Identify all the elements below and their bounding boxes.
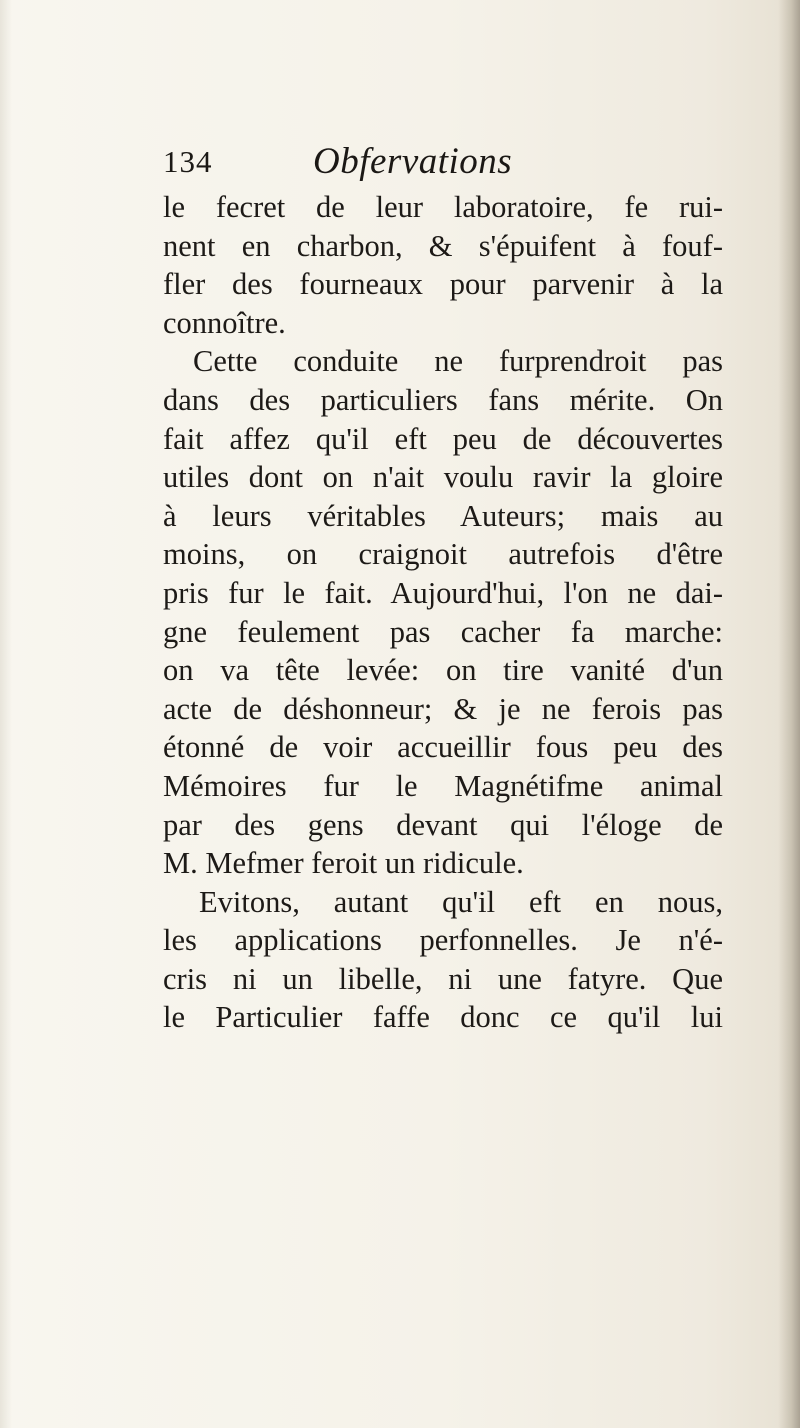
text-line: le Particulier faffe donc ce qu'il lui: [163, 1000, 723, 1035]
text-line: les applications perfonnelles. Je n'é-: [163, 923, 723, 958]
text-line: Cette conduite ne furprendroit pas: [193, 344, 723, 379]
text-line: fait affez qu'il eft peu de découvertes: [163, 421, 723, 456]
text-line: à leurs véritables Auteurs; mais au: [163, 498, 723, 533]
text-line: nent en charbon, & s'épuifent à fouf-: [163, 228, 723, 263]
text-line: fler des fourneaux pour parvenir à la: [163, 267, 723, 302]
page-gutter-shadow: [778, 0, 800, 1428]
page-header: [163, 140, 723, 186]
text-line: connoître.: [163, 305, 286, 340]
running-title: Obfervations: [313, 141, 513, 182]
text-line: on va tête levée: on tire vanité d'un: [163, 653, 723, 688]
text-line: moins, on craignoit autrefois d'être: [163, 537, 723, 572]
text-line: étonné de voir accueillir fous peu des: [163, 730, 723, 765]
text-line: pris fur le fait. Aujourd'hui, l'on ne dai-: [163, 575, 723, 610]
text-line: M. Mefmer feroit un ridicule.: [163, 846, 524, 881]
text-line: gne feulement pas cacher fa marche:: [163, 614, 723, 649]
text-line: Mémoires fur le Magnétifme animal: [163, 768, 723, 803]
text-line: utiles dont on n'ait voulu ravir la gloire: [163, 460, 723, 495]
text-line: cris ni un libelle, ni une fatyre. Que: [163, 961, 723, 996]
page-edge-left: [0, 0, 12, 1428]
text-line: dans des particuliers fans mérite. On: [163, 382, 723, 417]
page-number: 134: [163, 144, 213, 179]
body-text: [163, 188, 723, 1037]
text-line: acte de déshonneur; & je ne ferois pas: [163, 691, 723, 726]
text-line: le fecret de leur laboratoire, fe rui-: [163, 190, 723, 224]
text-line: Evitons, autant qu'il eft en nous,: [199, 884, 723, 919]
text-line: par des gens devant qui l'éloge de: [163, 807, 723, 842]
